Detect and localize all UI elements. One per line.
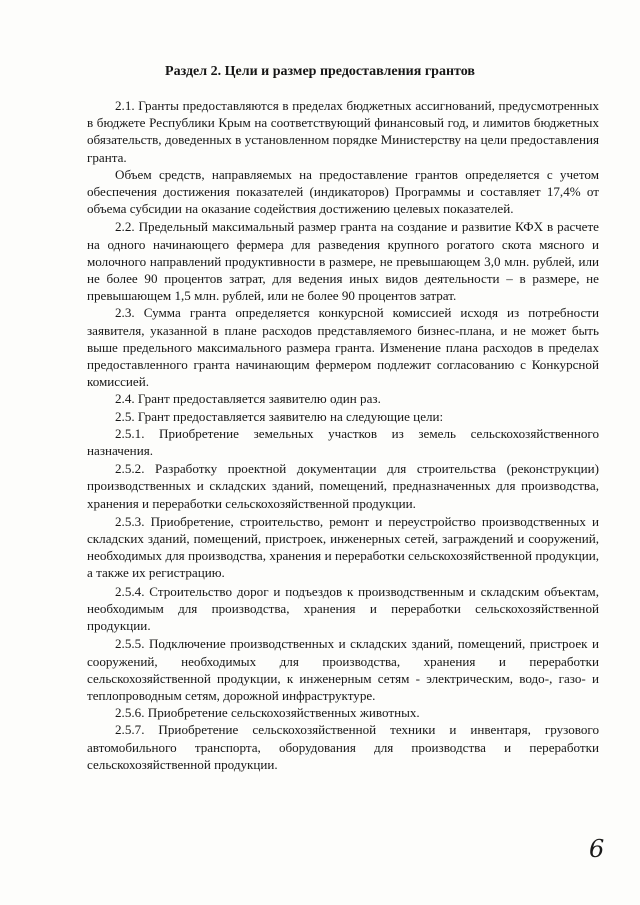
paragraph-2-3: 2.3. Сумма гранта определяется конкурсной комиссией исходя из потребности заявителя, указанной в плане расходов представляемого бизнес-плана, и не может быть выше предельного максимального размера гранта. Изменение плана расходов в пределах предоставленного гранта начинающим фермером подлежит согласованию с Конкурсной комиссией. <box>87 305 599 390</box>
paragraph-2-5: 2.5. Грант предоставляется заявителю на следующие цели: <box>115 408 444 424</box>
paragraph-funding-volume: Объем средств, направляемых на предоставление грантов определяется с учетом обеспечения достижения показателей (индикаторов) Программы и составляет 17,4% от объема субсидии на оказание содействия достижению целевых показателей. <box>87 166 599 217</box>
section-title: Раздел 2. Цели и размер предоставления грантов <box>165 64 475 79</box>
page-number: 6 <box>589 835 605 863</box>
paragraph-2-2: 2.2. Предельный максимальный размер гранта на создание и развитие КФХ в расчете на одного начинающего фермера для разведения крупного рогатого скота мясного и молочного направлений продуктивности в размере, не превышающем 3,0 млн. рублей, или не более 90 процентов затрат, для ведения иных видов деятельности – в размере, не превышающем 1,5 млн. рублей, или не более 90 процентов затрат. <box>87 219 599 304</box>
paragraph-2-5-4: 2.5.4. Строительство дорог и подъездов к производственным и складским объектам, необходимым для производства, хранения и переработки сельскохозяйственной продукции. <box>87 583 599 634</box>
paragraph-2-5-5: 2.5.5. Подключение производственных и складских зданий, помещений, пристроек и сооружений, необходимых для производства, хранения и переработки сельскохозяйственной продукции, к инженерным сетям - электрическим, водо-, газо- и теплопроводным сетям, дорожной инфраструктуре. <box>87 636 599 703</box>
paragraph-2-5-3: 2.5.3. Приобретение, строительство, ремонт и переустройство производственных и складских зданий, помещений, пристроек, инженерных сетей, заграждений и сооружений, необходимых для производства, хранения и переработки сельскохозяйственной продукции, а также их регистрацию. <box>87 513 599 581</box>
paragraph-2-5-6: 2.5.6. Приобретение сельскохозяйственных животных. <box>115 705 420 721</box>
paragraph-2-5-7: 2.5.7. Приобретение сельскохозяйственной техники и инвентаря, грузового автомобильного транспорта, оборудования для производства и переработки сельскохозяйственной продукции. <box>87 722 599 772</box>
paragraph-2-5-2: 2.5.2. Разработку проектной документации для строительства (реконструкции) производственных и складских зданий, помещений, предназначенных для производства, хранения и переработки сельскохозяйственной продукции. <box>87 461 599 511</box>
document-body <box>87 97 599 773</box>
paragraph-2-4: 2.4. Грант предоставляется заявителю один раз. <box>115 391 381 407</box>
paragraph-2-1: 2.1. Гранты предоставляются в пределах бюджетных ассигнований, предусмотренных в бюджете Республики Крым на соответствующий финансовый год, и лимитов бюджетных обязательств, доведенных в установленном порядке Министерству на цели предоставления гранта. <box>87 98 599 165</box>
paragraph-2-5-1: 2.5.1. Приобретение земельных участков из земель сельскохозяйственного назначения. <box>87 425 599 459</box>
